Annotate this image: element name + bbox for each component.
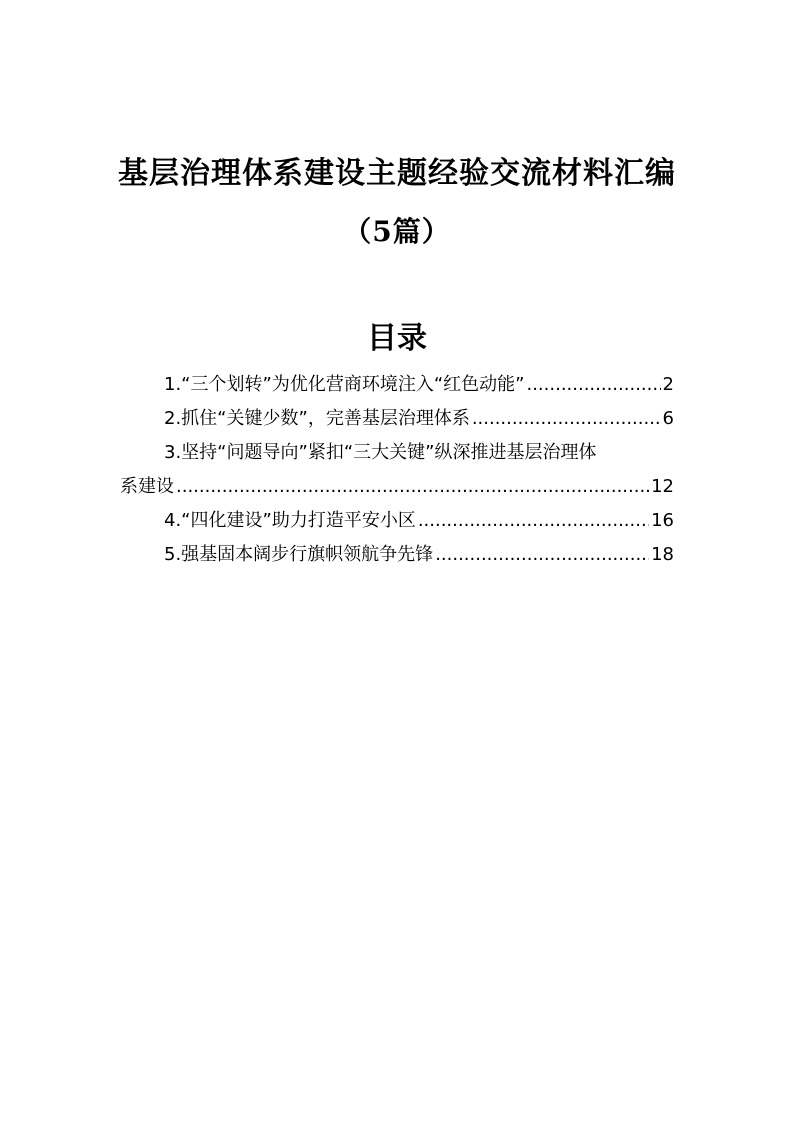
table-of-contents [120, 368, 674, 572]
toc-entry-label-continued: 系建设 [120, 476, 174, 497]
toc-entry-label: 1.“三个划转”为优化营商环境注入“红色动能” [164, 374, 525, 395]
toc-entry-page: 18 [651, 544, 674, 565]
toc-entry-2[interactable] [120, 402, 674, 436]
toc-entry-5[interactable] [120, 538, 674, 572]
toc-entry-3-line1[interactable] [120, 436, 674, 470]
toc-leader-dots [435, 538, 649, 572]
document-title: 基层治理体系建设主题经验交流材料汇编 [118, 156, 676, 191]
toc-entry-page: 12 [651, 476, 674, 497]
toc-entry-page: 16 [651, 510, 674, 531]
toc-entry-label: 4.“四化建设”助力打造平安小区 [164, 510, 416, 531]
toc-entry-page: 2 [662, 374, 674, 395]
toc-leader-dots [176, 470, 649, 504]
toc-heading: 目录 [367, 321, 427, 356]
toc-entry-4[interactable] [120, 504, 674, 538]
toc-entry-1[interactable] [120, 368, 674, 402]
toc-entry-page: 6 [662, 408, 674, 429]
toc-leader-dots [418, 504, 649, 538]
toc-leader-dots [472, 402, 661, 436]
toc-entry-label: 2.抓住“关键少数”，完善基层治理体系 [164, 408, 470, 429]
toc-entry-label: 5.强基固本阔步行旗帜领航争先锋 [164, 544, 434, 565]
toc-entry-3-line2[interactable] [120, 470, 674, 504]
toc-entry-label: 3.坚持“问题导向”紧扣“三大关键”纵深推进基层治理体 [164, 442, 597, 463]
document-subtitle: （5篇） [343, 215, 451, 248]
toc-leader-dots [526, 368, 660, 402]
